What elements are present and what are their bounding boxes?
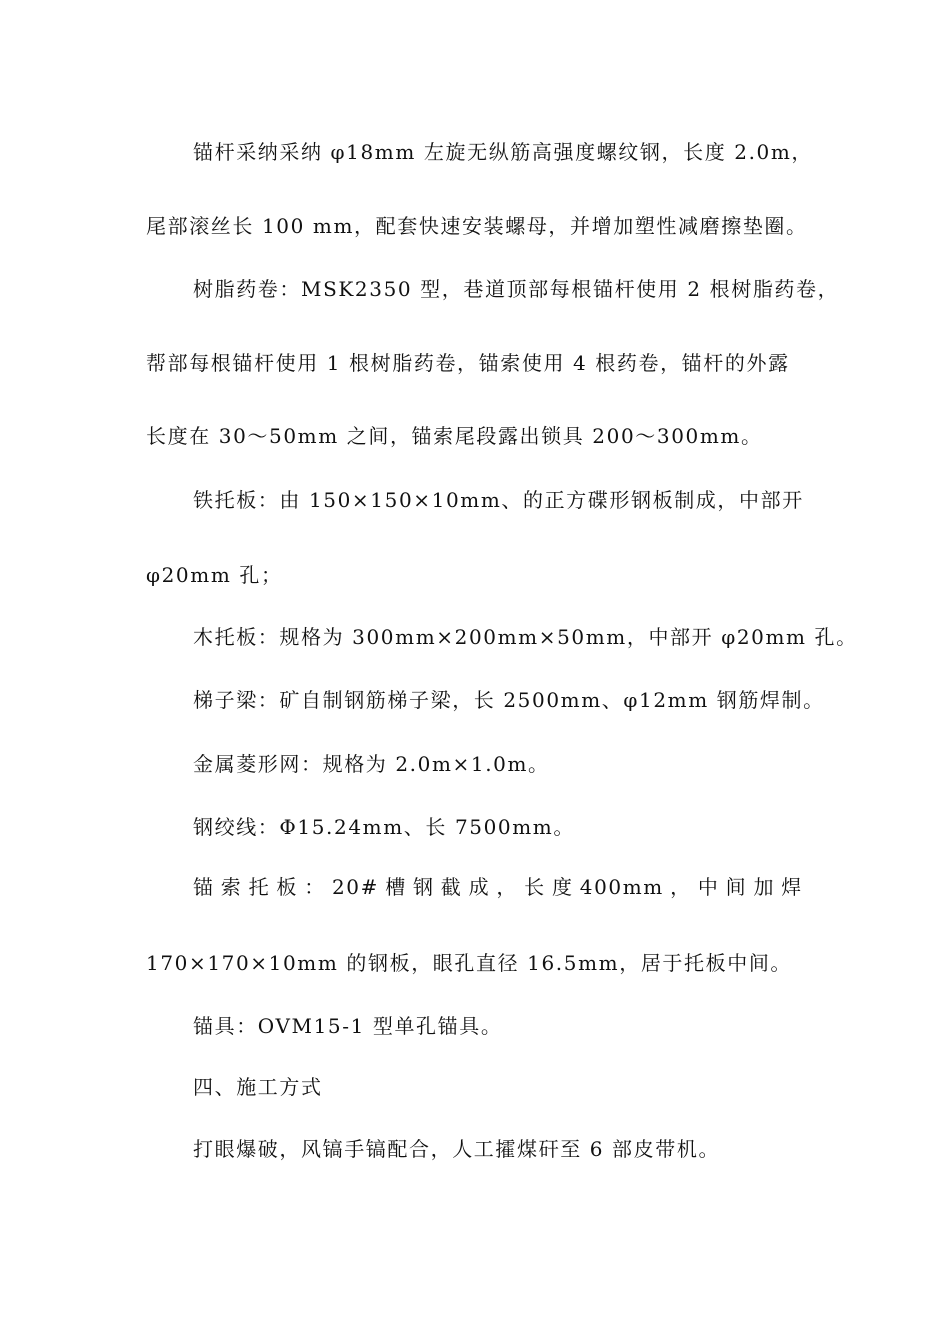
paragraph-resin-line-3: 长度在 30～50mm 之间，锚索尾段露出锁具 200～300mm。: [146, 424, 763, 448]
paragraph-construction-method: 打眼爆破，风镐手镐配合，人工攉煤矸至 6 部皮带机。: [193, 1137, 721, 1161]
text-segment: 锚: [193, 875, 215, 899]
text-segment: 截: [440, 875, 463, 899]
paragraph-resin-line-2: 帮部每根锚杆使用 1 根树脂药卷，锚索使用 4 根药卷，锚杆的外露: [146, 351, 790, 375]
text-segment: 间: [725, 875, 748, 899]
paragraph-bolt-line-1: 锚杆采纳采纳 φ18mm 左旋无纵筋高强度螺纹钢，长度 2.0m，: [193, 140, 814, 164]
paragraph-steel-strand: 钢绞线：Φ15.24mm、长 7500mm。: [193, 815, 575, 839]
text-segment: 度: [551, 875, 574, 899]
paragraph-metal-mesh: 金属菱形网：规格为 2.0m×1.0m。: [193, 752, 550, 776]
text-segment: 20#: [331, 875, 379, 899]
text-segment: 焊: [781, 875, 803, 899]
paragraph-wood-plate: 木托板：规格为 300mm×200mm×50mm，中部开 φ20mm 孔。: [193, 625, 858, 649]
paragraph-anchorage: 锚具：OVM15-1 型单孔锚具。: [193, 1014, 503, 1038]
paragraph-iron-plate-line-2: φ20mm 孔；: [146, 563, 283, 587]
paragraph-iron-plate-line-1: 铁托板：由 150×150×10mm、的正方碟形钢板制成，中部开: [193, 488, 804, 512]
paragraph-ladder-beam: 梯子梁：矿自制钢筋梯子梁，长 2500mm、φ12mm 钢筋焊制。: [193, 688, 825, 712]
paragraph-bolt-line-2: 尾部滚丝长 100 mm，配套快速安装螺母，并增加塑性减磨擦垫圈。: [146, 214, 808, 238]
text-segment: 槽: [385, 875, 407, 899]
text-segment: 400mm: [579, 875, 664, 899]
paragraph-resin-line-1: 树脂药卷：MSK2350 型，巷道顶部每根锚杆使用 2 根树脂药卷，: [193, 277, 840, 301]
text-segment: 中: [697, 875, 720, 899]
text-segment: 成: [468, 875, 491, 899]
text-segment: ，: [670, 875, 692, 899]
text-segment: 板: [276, 875, 298, 899]
text-segment: 钢: [412, 875, 435, 899]
text-segment: 加: [753, 875, 776, 899]
text-segment: 托: [248, 875, 271, 899]
paragraph-cable-plate-line-2: 170×170×10mm 的钢板，眼孔直径 16.5mm，居于托板中间。: [146, 951, 793, 975]
paragraph-cable-plate-line-1: [193, 873, 803, 901]
section-heading-construction-method: 四、施工方式: [193, 1075, 323, 1099]
text-segment: 长: [524, 875, 546, 899]
text-segment: ，: [496, 875, 518, 899]
text-segment: 索: [220, 875, 243, 899]
text-segment: ：: [304, 875, 326, 899]
